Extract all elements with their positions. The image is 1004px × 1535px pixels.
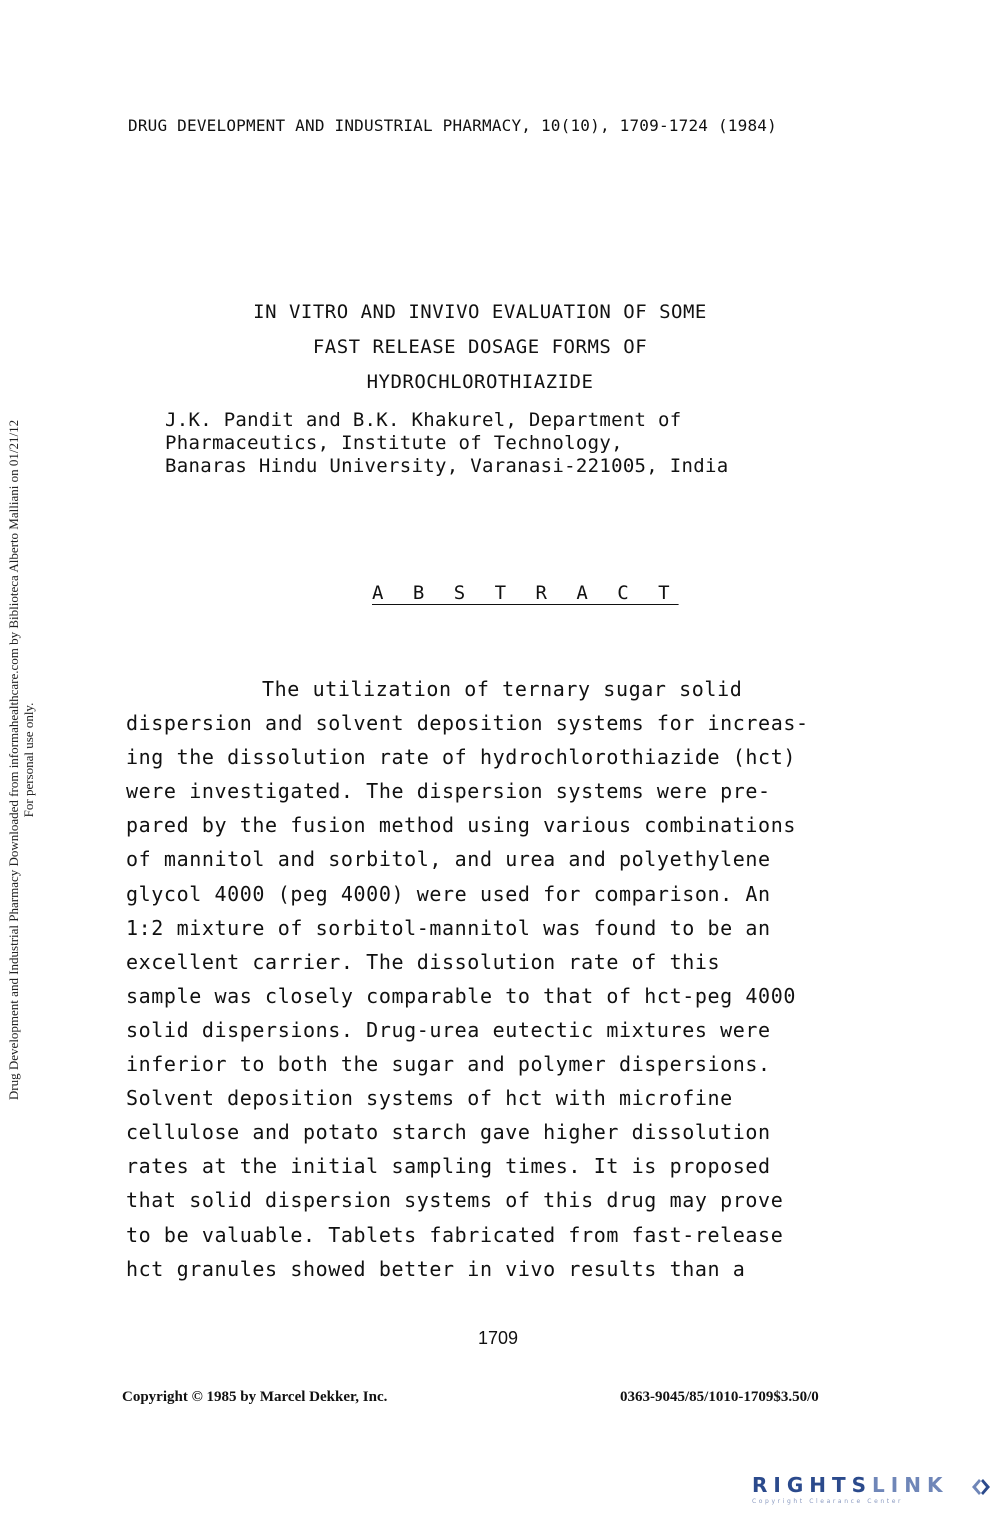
abstract-line: solid dispersions. Drug-urea eutectic mixtures were	[126, 1017, 771, 1042]
author-line: J.K. Pandit and B.K. Khakurel, Department of	[165, 409, 682, 431]
watermark-line: For personal use only.	[21, 702, 36, 818]
rightslink-word-dark: RIGHTS	[752, 1473, 873, 1497]
title-line: IN VITRO AND INVIVO EVALUATION OF SOME	[253, 301, 707, 323]
abstract-line: The utilization of ternary sugar solid	[262, 677, 743, 701]
download-watermark	[6, 320, 36, 1200]
page-number: 1709	[478, 1328, 519, 1348]
abstract-line: 1:2 mixture of sorbitol-mannitol was found to be an	[126, 915, 771, 940]
abstract-line: were investigated. The dispersion systems were pre-	[126, 779, 771, 804]
abstract-line: hct granules showed better in vivo results than a	[126, 1256, 746, 1281]
copyright-notice: Copyright © 1985 by Marcel Dekker, Inc.	[122, 1389, 388, 1405]
abstract-line: rates at the initial sampling times. It is proposed	[126, 1154, 771, 1179]
title-line: HYDROCHLOROTHIAZIDE	[366, 371, 594, 393]
abstract-text	[126, 672, 809, 1286]
abstract-line: dispersion and solvent deposition systems for increas-	[126, 711, 809, 736]
abstract-line: glycol 4000 (peg 4000) were used for comparison. An	[126, 881, 771, 906]
author-line: Banaras Hindu University, Varanasi-221005, India	[165, 455, 729, 477]
abstract-line: of mannitol and sorbitol, and urea and polyethylene	[126, 847, 771, 872]
chevrons-icon	[970, 1476, 992, 1498]
rightslink-logo[interactable]	[752, 1473, 992, 1513]
rightslink-tagline: Copyright Clearance Center	[752, 1498, 904, 1505]
abstract-line: inferior to both the sugar and polymer dispersions.	[126, 1052, 771, 1077]
title-line: FAST RELEASE DOSAGE FORMS OF	[312, 336, 648, 358]
abstract-line: sample was closely comparable to that of hct-peg 4000	[126, 983, 796, 1008]
rightslink-wordmark	[752, 1473, 992, 1497]
author-line: Pharmaceutics, Institute of Technology,	[165, 432, 623, 454]
article-code: 0363-9045/85/1010-1709$3.50/0	[620, 1389, 819, 1405]
abstract-line: pared by the fusion method using various combinations	[126, 813, 796, 838]
abstract-line: that solid dispersion systems of this drug may prove	[126, 1188, 784, 1213]
rightslink-word-light: LINK	[872, 1473, 949, 1497]
abstract-line: excellent carrier. The dissolution rate of this	[126, 949, 721, 974]
journal-citation: DRUG DEVELOPMENT AND INDUSTRIAL PHARMACY, 10(10), 1709-1724 (1984)	[128, 116, 777, 135]
watermark-line: Drug Development and Industrial Pharmacy Downloaded from informahealthcare.com by Biblioteca Alberto Malliani on 01/21/12	[6, 419, 21, 1101]
abstract-line: cellulose and potato starch gave higher dissolution	[126, 1120, 771, 1145]
abstract-heading: A B S T R A C T	[372, 582, 679, 604]
author-affiliation	[165, 409, 728, 478]
abstract-line: to be valuable. Tablets fabricated from fast-release	[126, 1222, 784, 1247]
abstract-line: ing the dissolution rate of hydrochlorothiazide (hct)	[126, 745, 796, 770]
abstract-line: Solvent deposition systems of hct with microfine	[126, 1086, 733, 1111]
article-title	[150, 295, 810, 400]
